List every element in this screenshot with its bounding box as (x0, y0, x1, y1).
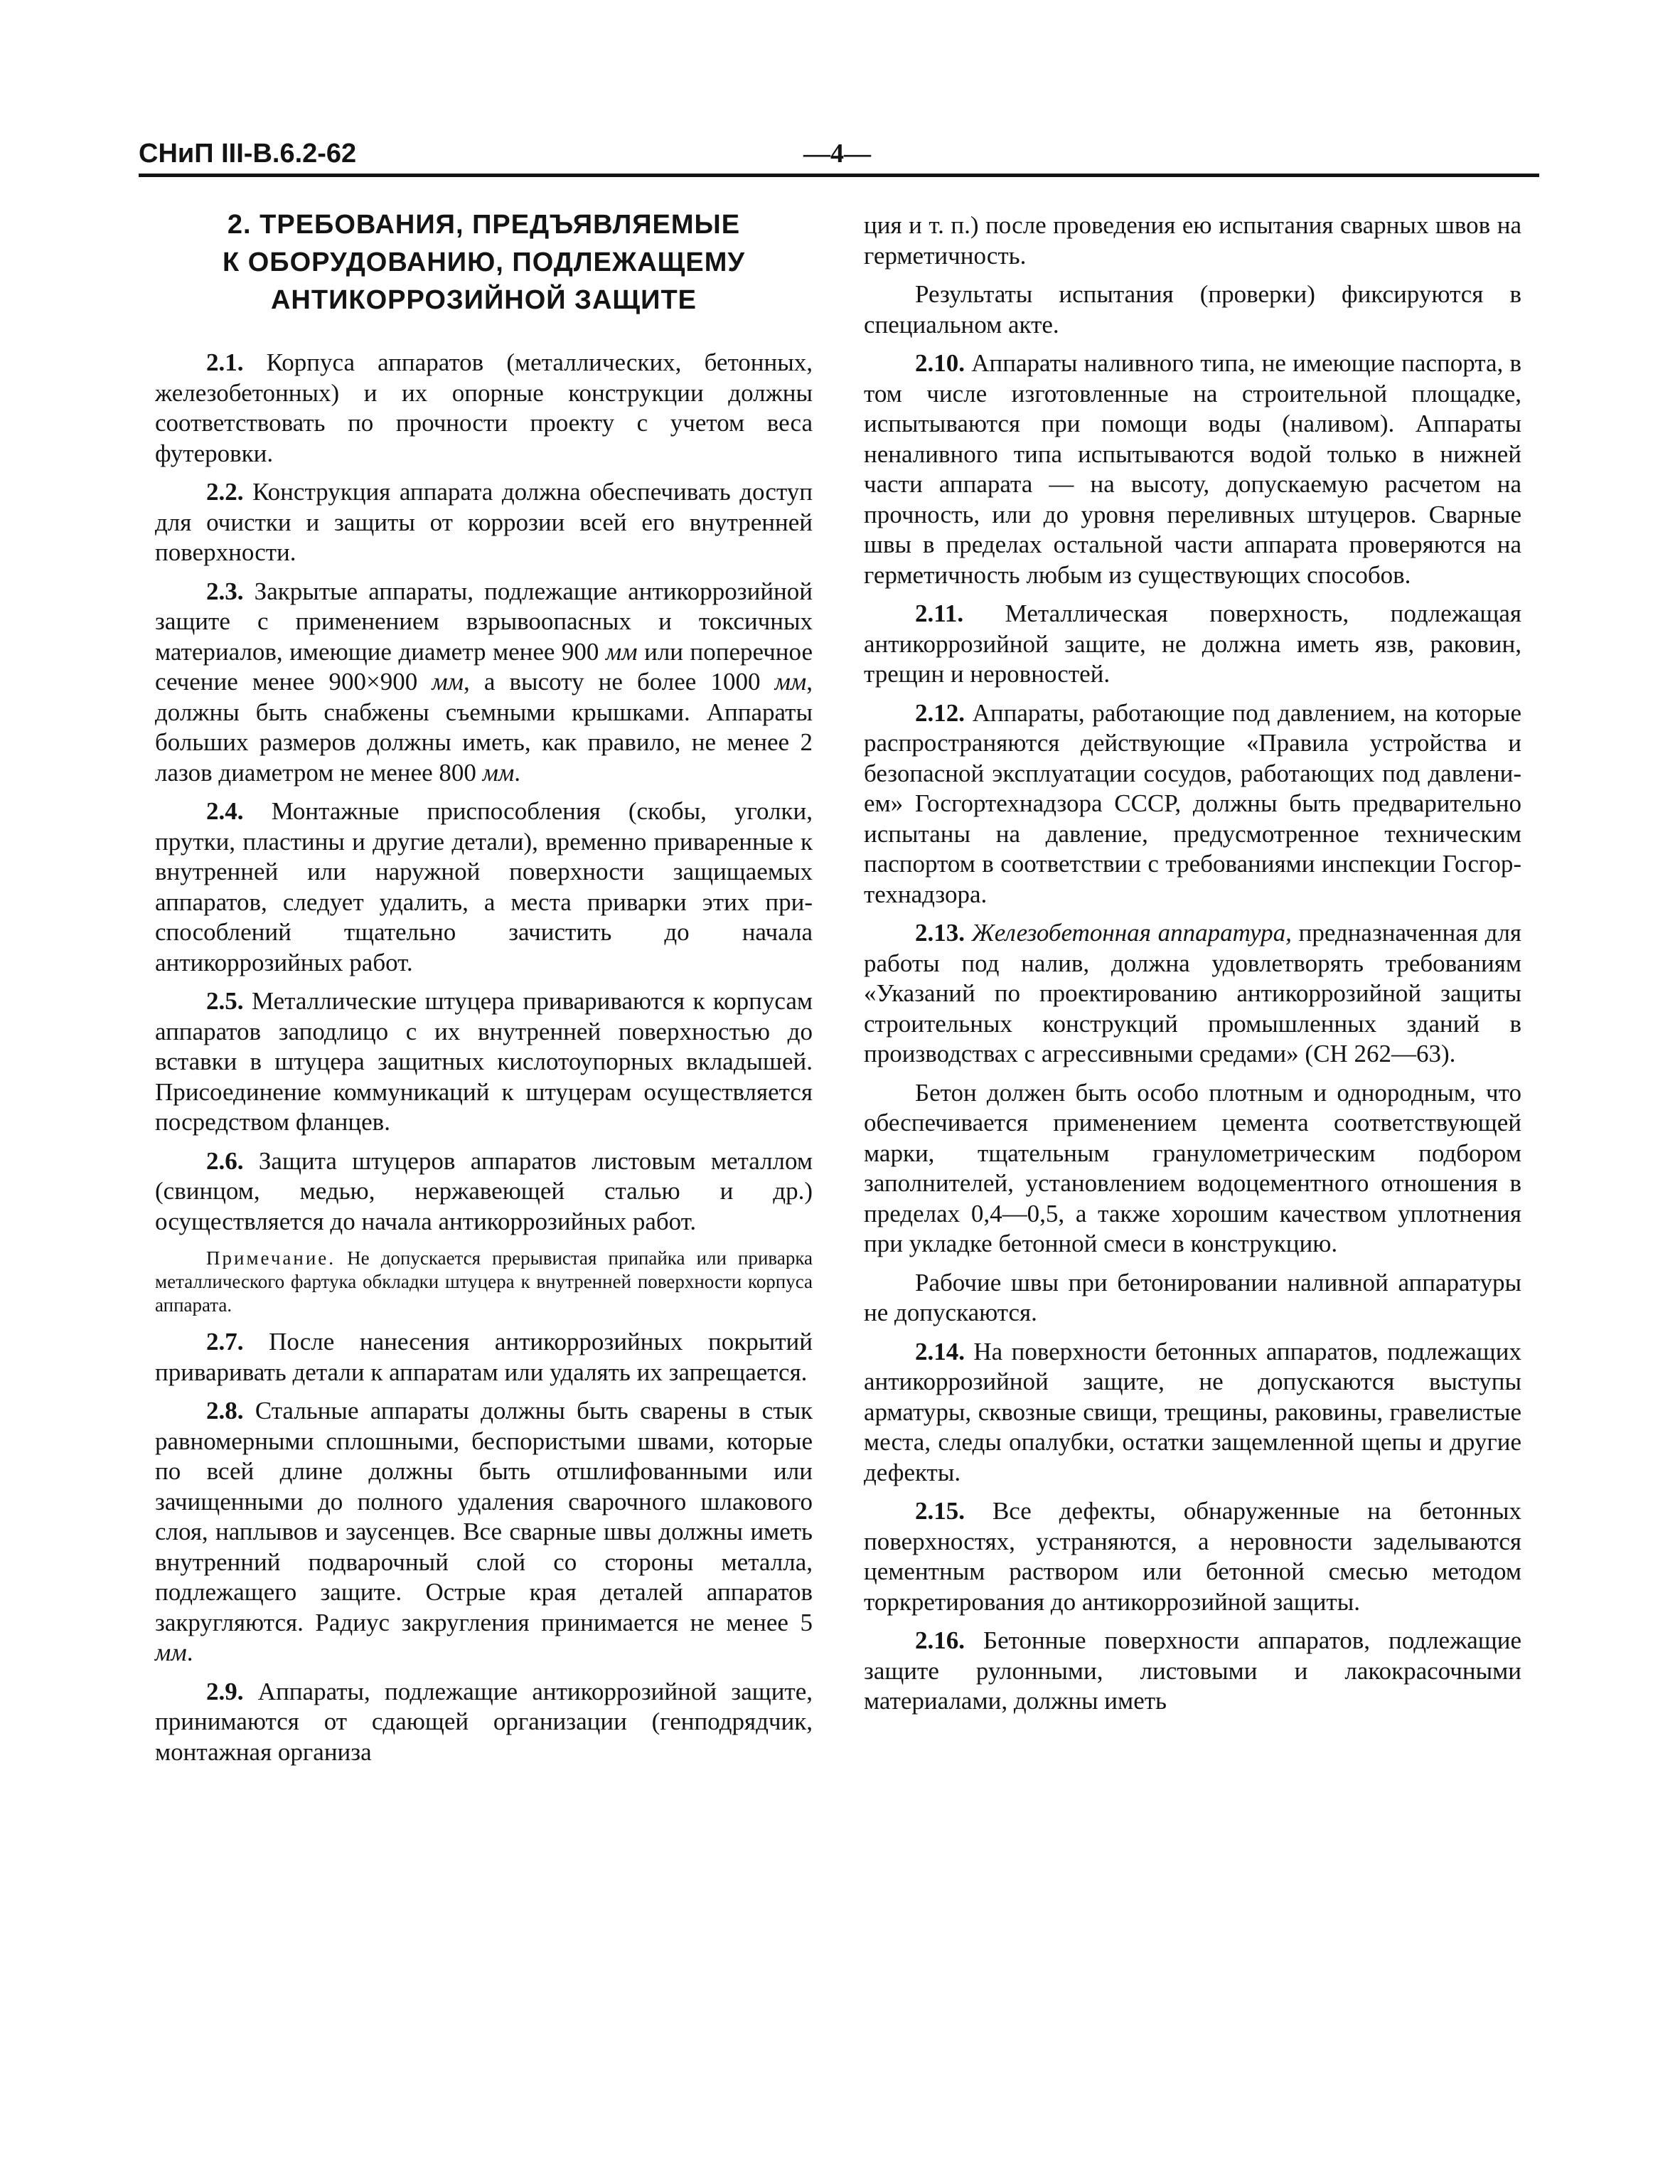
paragraph-concrete: Бетон должен быть особо плотным и однородным, что обеспечивается применением цемента соответствующей марки, тщательным гранулометрическим подбором заполнителей, установлением водоцементного отношения в пределах 0,4—0,5, а также хорошим качеством уплотнения при укладке бетонной смеси в конструкцию. (864, 1078, 1521, 1257)
paragraph-number: 2.2. (206, 478, 244, 506)
paragraph-text: Закрытые аппараты, подлежащие антикоррозийной защите с применением взрывоопасных и токсичных материалов, имеющие диаметр менее 900 (155, 577, 813, 666)
right-column (864, 211, 1521, 1717)
note-label: Примечание. (206, 1247, 336, 1269)
paragraph-number: 2.6. (206, 1146, 244, 1175)
paragraph-2-16 (864, 1626, 1521, 1717)
unit-mm: мм (155, 1639, 187, 1666)
section-title-line-2: К ОБОРУДОВАНИЮ, ПОДЛЕЖАЩЕМУ (222, 247, 745, 277)
paragraph-2-2 (155, 477, 813, 568)
paragraph-number: 2.16. (915, 1626, 965, 1654)
paragraph-number: 2.10. (915, 349, 965, 377)
running-header (139, 134, 1539, 177)
paragraph-italic-term: Железобетонная аппаратура, (971, 919, 1292, 947)
paragraph-2-7 (155, 1327, 813, 1387)
paragraph-2-8 (155, 1396, 813, 1668)
paragraph-text: Корпуса аппаратов (металлических, бетонных, железобетонных) и их опорные конструкции должны соответствовать по прочности проекту с учетом веса футеровки. (155, 348, 813, 467)
paragraph-2-3 (155, 577, 813, 789)
paragraph-2-14 (864, 1337, 1521, 1488)
paragraph-number: 2.5. (206, 987, 244, 1015)
paragraph-2-12 (864, 698, 1521, 910)
section-title-line-3: АНТИКОРРОЗИЙНОЙ ЗАЩИТЕ (270, 285, 697, 315)
paragraph-2-13 (864, 918, 1521, 1070)
unit-mm: мм (482, 758, 515, 787)
paragraph-2-9-continued: ция и т. п.) после проведения ею испытания сварных швов на герметичность. (864, 211, 1521, 270)
paragraph-number: 2.9. (206, 1677, 244, 1705)
paragraph-text: Конструкция аппарата должна обеспечивать доступ для очистки и защиты от коррозии всей его внутренней поверхности. (155, 478, 813, 566)
paragraph-text: Монтажные приспособления (скобы, уголки, прутки, пластины и другие детали), временно приваренные к внутренней или наружной поверхности защищаемых аппаратов, следует удалить, а места приварки этих приспособлений тщательно зачистить до начала антикоррозийных работ. (155, 797, 813, 976)
paragraph-text: Аппараты, работающие под давлением, на которые распространяются действующие «Правила устройства и безопасной эксплуатации сосудов, работающих под давлением» Госгортехнадзора СССР, должны быть предварительно испытаны на давление, предусмотренное техническим паспортом в соответствии с требованиями инспекции Госгортехнадзора. (864, 698, 1522, 908)
section-title-line-1: 2. ТРЕБОВАНИЯ, ПРЕДЪЯВЛЯЕМЫЕ (227, 210, 741, 240)
paragraph-2-9 (155, 1677, 813, 1768)
section-title (155, 206, 813, 319)
page-number: —4— (803, 139, 871, 169)
paragraph-number: 2.3. (206, 577, 244, 605)
document-code: СНиП III-В.6.2-62 (139, 139, 357, 169)
paragraph-2-11 (864, 599, 1521, 690)
paragraph-number: 2.4. (206, 797, 244, 825)
paragraph-results: Результаты испытания (проверки) фиксируются в специальном акте. (864, 280, 1521, 339)
paragraph-number: 2.13. (915, 919, 965, 947)
paragraph-text: . (514, 758, 521, 787)
paragraph-number: 2.12. (915, 698, 965, 727)
paragraph-2-15 (864, 1496, 1521, 1617)
note-text: Не допускается прерывистая припайка или приварка металлического фартука обкладки штуцера к внутренней поверхности корпуса аппарата. (155, 1247, 813, 1316)
paragraph-text: После нанесения антикоррозийных покрытий приваривать детали к аппаратам или удалять их запрещается. (155, 1328, 813, 1386)
paragraph-2-6 (155, 1146, 813, 1237)
paragraph-text: На поверхности бетонных аппаратов, подлежащих антикоррозийной защите, не допускаются выступы арматуры, сквозные свищи, трещины, раковины, гравелистые места, следы опалубки, остатки защемленной щепы и другие дефекты. (864, 1337, 1521, 1486)
paragraph-2-1 (155, 348, 813, 469)
unit-mm: мм (605, 637, 638, 666)
paragraph-number: 2.8. (206, 1397, 244, 1424)
paragraph-2-10 (864, 348, 1521, 590)
paragraph-joints: Рабочие швы при бетонировании наливной аппаратуры не допускаются. (864, 1268, 1521, 1326)
paragraph-text: Аппараты, подлежащие антикоррозийной защите, принимаются от сдающей организации (генподрядчик, монтажная организа (155, 1677, 813, 1766)
unit-mm: мм (774, 668, 807, 696)
paragraph-number: 2.1. (206, 348, 244, 376)
paragraph-text: , должны быть снабжены съемными крышками. Аппараты больших размеров должны иметь, как правило, не менее 2 лазов диаметром не менее 800 (155, 668, 813, 787)
paragraph-text: предназначенная для работы под налив, должна удовлетворять требованиям «Указаний по проектированию антикоррозийной защиты строительных конструкций промышленных зданий в производствах с агрессивными средами» (СН 262—63). (864, 919, 1522, 1067)
paragraph-text: . (186, 1639, 193, 1666)
paragraph-text: Аппараты наливного типа, не имеющие паспорта, в том числе изготовленные на строительной площадке, испытываются при помощи воды (наливом). Аппараты неналивного типа испытываются водой только в нижней части аппарата — на высоту, допускаемую расчетом на прочность, или до уровня переливных штуцеров. Сварные швы в пределах остальной части аппарата проверяются на герметичность любым из существующих способов. (864, 349, 1522, 589)
paragraph-text: Бетонные поверхности аппаратов, подлежащие защите рулонными, листовыми и лакокрасочными материалами, должны иметь (864, 1626, 1521, 1715)
paragraph-text: Стальные аппараты должны быть сварены в стык равномерными сплошными, беспористыми швами, которые по всей длине должны быть отшлифованными или зачищенными до полного удаления сварочного шлакового слоя, наплывов и заусенцев. Все сварные швы должны иметь внутренний подварочный слой со стороны металла, подлежащего защите. Острые края деталей аппаратов закругляются. Радиус закругления принимается не менее 5 (155, 1397, 813, 1636)
paragraph-number: 2.15. (915, 1497, 965, 1525)
paragraph-text: или поперечное сечение менее 900×900 (155, 637, 813, 696)
paragraph-2-5 (155, 986, 813, 1138)
paragraph-number: 2.11. (915, 600, 964, 627)
paragraph-text: , а высоту не более 1000 (464, 668, 761, 696)
paragraph-text: Все дефекты, обнаруженные на бетонных поверхностях, устраняются, а неровности заделываются цементным раствором или бетонной смесью методом торкретирования до антикоррозийной защиты. (864, 1497, 1521, 1616)
paragraph-text: Металлическая поверхность, подлежащая антикоррозийной защите, не должна иметь язв, раковин, трещин и неровностей. (864, 600, 1521, 688)
paragraph-number: 2.14. (915, 1337, 965, 1365)
paragraph-text: Защита штуцеров аппаратов листовым металлом (свинцом, медью, нержавеющей сталью и др.) осуществляется до начала антикоррозийных работ. (155, 1146, 813, 1235)
left-column (155, 206, 813, 1767)
paragraph-2-4 (155, 797, 813, 978)
paragraph-text: Металлические штуцера привариваются к корпусам аппаратов заподлицо с их внутренней поверхностью до вставки в штуцера защитных кислотоупорных вкладышей. Присоединение коммуникаций к штуцерам осуществляется посредством фланцев. (155, 987, 813, 1136)
paragraph-number: 2.7. (206, 1328, 244, 1355)
note (155, 1247, 813, 1317)
unit-mm: мм (432, 668, 464, 696)
